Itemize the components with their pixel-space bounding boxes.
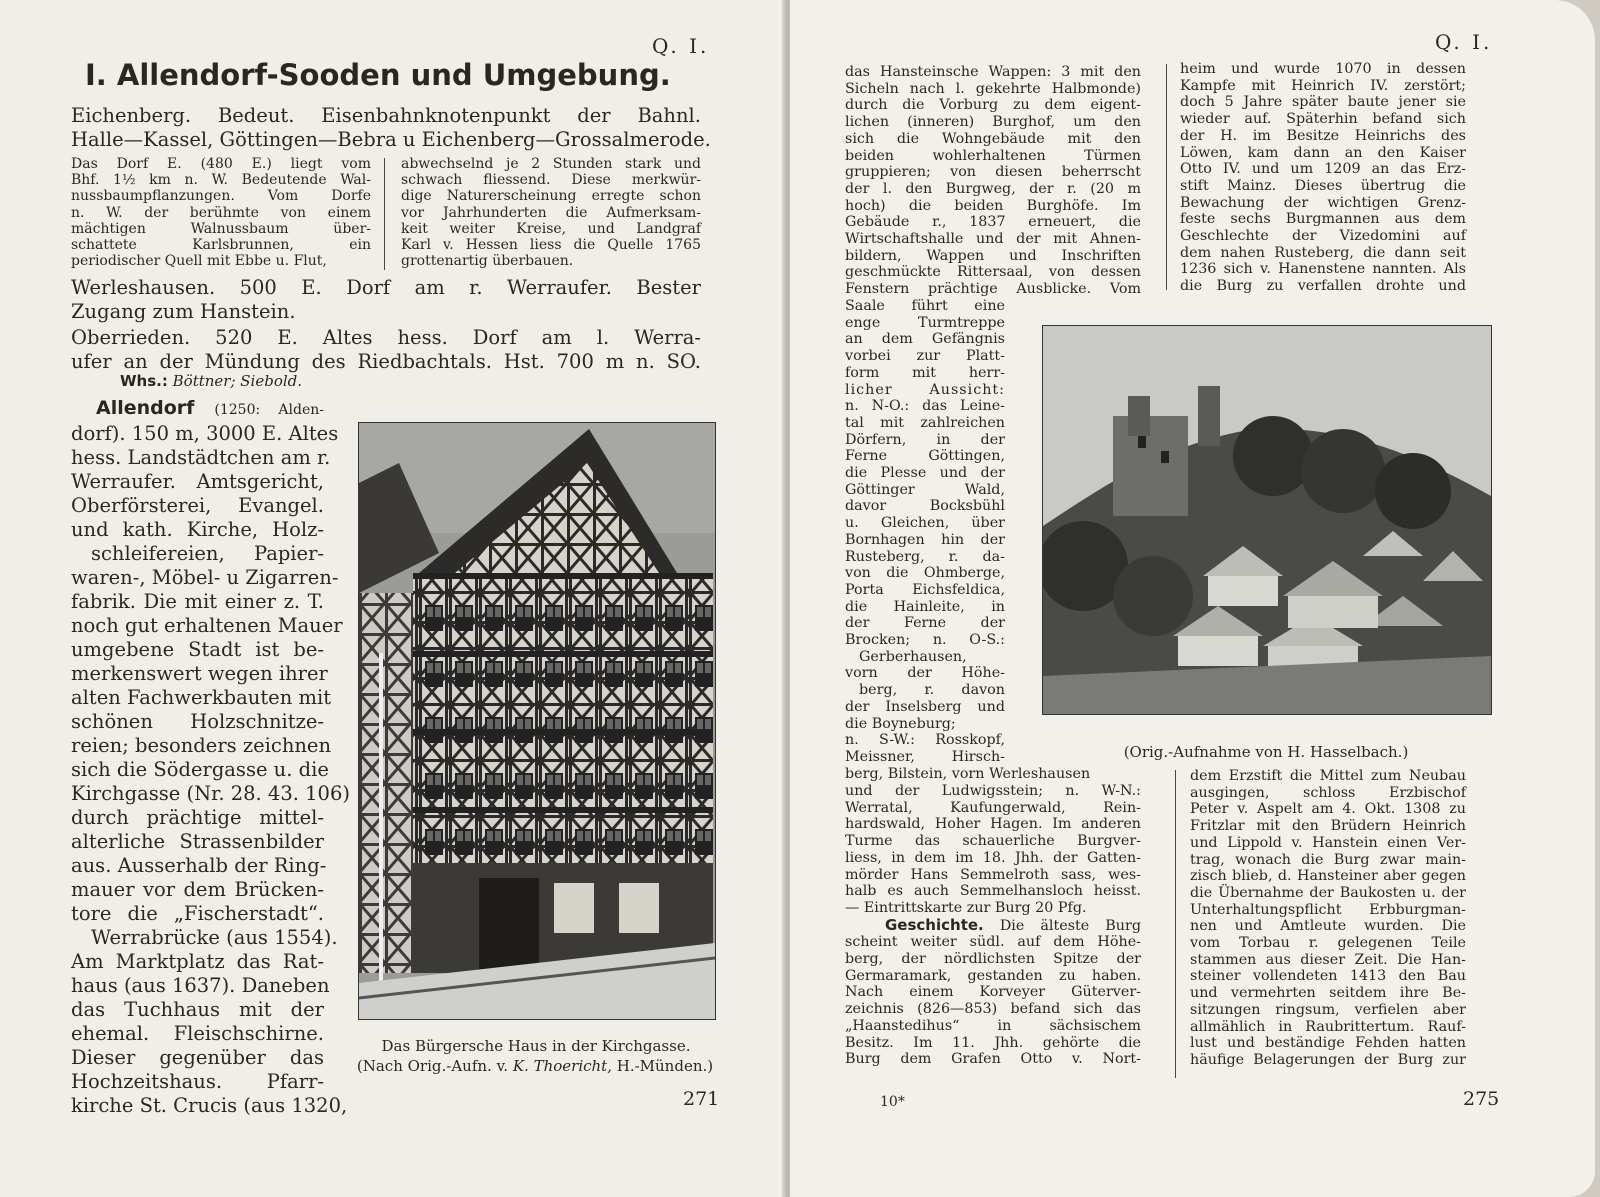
text-line: berg, Bilstein, vorn Werleshausen <box>845 765 1091 782</box>
text-line: lust und beständige Fehden hatten <box>1190 1035 1466 1052</box>
text-line: kirche St. Crucis (aus 1320, <box>71 1094 348 1117</box>
text-line <box>71 396 324 422</box>
text-line: Peter v. Aspelt am 4. Okt. 1308 zu <box>1190 801 1466 818</box>
text-line: stift Mainz. Dieses übertrug die <box>1180 177 1466 194</box>
text-line: das Hansteinsche Wappen: 3 mit den <box>845 64 1141 80</box>
text-line: noch gut erhaltenen Mauer <box>71 614 343 637</box>
text-line: durch prächtige mittel- <box>71 806 324 829</box>
text-line: halb es auch Semmelhansloch heisst. <box>845 883 1141 900</box>
text-line: doch 5 Jahre später baute jener sie <box>1180 94 1466 111</box>
text-line: Hochzeitshaus. Pfarr- <box>71 1070 324 1093</box>
text-line: der l. den Burgweg, der r. (20 m <box>845 180 1141 197</box>
text-line: Fritzlar mit den Brüdern Heinrich <box>1190 818 1466 835</box>
note-line: schattete Karlsbrunnen, ein <box>71 237 371 254</box>
right-column-2-top <box>1180 61 1466 295</box>
text-line: geschmückte Rittersaal, von dessen <box>845 264 1141 281</box>
text-line: sitzungen ringsum, verfielen aber <box>1190 1001 1466 1018</box>
note-line: schwach fliessend. Diese merkwür- <box>401 172 701 189</box>
text-line: Bornhagen hin der <box>845 531 1005 548</box>
text-line: Sicheln nach l. gekehrte Halbmonde) <box>845 80 1141 97</box>
text-line: davor Bocksbühl <box>845 498 1005 515</box>
castle-illustration <box>1043 326 1491 714</box>
text-line: dem nahen Rusteberg, die dann seit <box>1180 244 1466 261</box>
text-line: feste sechs Burgmannen aus dem <box>1180 211 1466 228</box>
text-line: Oberförsterei, Evangel. <box>71 494 324 517</box>
text-line <box>845 917 1141 935</box>
text-line: waren-, Möbel- u Zigarren- <box>71 566 339 589</box>
text-line: Unterhaltungspflicht Erbburgman- <box>1190 901 1466 918</box>
text-line: merkenswert wegen ihrer <box>71 662 328 685</box>
text-line: Bewachung der wichtigen Grenz- <box>1180 194 1466 211</box>
text-line: Wirtschaftshalle und der mit Ahnen- <box>845 231 1141 248</box>
text-line: scheint weiter südl. auf dem Höhe- <box>845 934 1141 951</box>
photo-caption-line-1: Das Bürgersche Haus in der Kirchgasse. <box>381 1037 691 1055</box>
eichenberg-entry <box>71 104 711 152</box>
text-line: dem Erzstift die Mittel zum Neubau <box>1190 768 1466 784</box>
text-line: vorbei zur Platt- <box>845 348 1005 365</box>
inns-names: Böttner; Siebold. <box>172 372 303 390</box>
page-number: 271 <box>683 1088 720 1110</box>
note-column-1 <box>71 156 371 269</box>
text-line: haus (aus 1637). Daneben <box>71 974 330 997</box>
text-line: schleifereien, Papier- <box>91 542 324 565</box>
text-line: der Inselsberg und <box>845 698 1005 715</box>
text-line: Gerberhausen, <box>859 648 967 665</box>
note-line: vor Jahrhunderten die Aufmerksam- <box>401 204 701 221</box>
text-line: schönen Holzschnitze- <box>71 710 324 733</box>
text-line: lichen (inneren) Burghof, um den <box>845 114 1141 131</box>
text-line: n. S-W.: Rosskopf, <box>845 732 1005 749</box>
text-line: hardswald, Hoher Hagen. Im anderen <box>845 816 1141 833</box>
text-line: u. Gleichen, über <box>845 515 1005 532</box>
text-line: von die Ohmberge, <box>845 565 1005 582</box>
text-line: berg, r. davon <box>859 682 1005 699</box>
text-line: Burg dem Grafen Otto v. Nort- <box>845 1051 1141 1068</box>
text-line: steiner vollendeten 1413 den Bau <box>1190 968 1466 985</box>
text-line: alten Fachwerkbauten mit <box>71 686 332 709</box>
text-line: sich die Södergasse u. die <box>71 758 329 781</box>
text-line: hess. Landstädtchen am r. <box>71 446 331 469</box>
signature-mark: 10* <box>880 1094 905 1110</box>
text-line: Brocken; n. O-S.: <box>845 632 1005 649</box>
text-line: Meissner, Hirsch- <box>845 748 1005 765</box>
text-line: trag, wonach die Burg zwar main- <box>1190 851 1466 868</box>
text-line: Rusteberg, r. da- <box>845 548 1005 565</box>
column-rule <box>384 158 385 270</box>
text-line: form mit herr- <box>845 364 1005 381</box>
note-line: Das Dorf E. (480 E.) liegt vom <box>71 156 371 172</box>
note-line: nussbaumpflanzungen. Vom Dorfe <box>71 188 371 205</box>
text-line: reien; besonders zeichnen <box>71 734 332 757</box>
text-line: Fenstern prächtige Ausblicke. Vom <box>845 281 1141 298</box>
text-line: n. N-O.: das Leine- <box>845 398 1005 415</box>
text-line: „Haanstedihus“ in sächsischem <box>845 1017 1141 1034</box>
text-line: die Übernahme der Baukosten u. der <box>1190 884 1466 901</box>
text-line: licher Aussicht: <box>845 381 1005 398</box>
text-line: Dörfern, in der <box>845 431 1005 448</box>
text-line: und Lippold v. Hanstein einen Ver- <box>1190 834 1466 851</box>
text-line: hoch) die beiden Burghöfe. Im <box>845 197 1141 214</box>
text-line: nen und Amtleute wurden. Die <box>1190 918 1466 935</box>
text-line: Germaramark, gestanden zu haben. <box>845 967 1141 984</box>
running-header: Q. I. <box>652 34 710 58</box>
text-fragment: (1250: Alden- <box>214 402 325 418</box>
page-number: 275 <box>1463 1088 1500 1110</box>
text-line: gruppieren; von diesen beherrscht <box>845 164 1141 181</box>
text-line: häufige Belagerungen der Burg zur <box>1190 1051 1466 1068</box>
text-line: Kampfe mit Heinrich IV. zerstört; <box>1180 77 1466 94</box>
note-line: grottenartig überbauen. <box>401 253 574 270</box>
caption-photographer: K. Thoericht, <box>512 1057 612 1075</box>
text-line: bildern, Wappen und Inschriften <box>845 247 1141 264</box>
note-line: Bhf. 1½ km n. W. Bedeutende Wal- <box>71 172 371 189</box>
text-line: liess, in dem im 18. Jhh. der Gatten- <box>845 849 1141 866</box>
text-line: beiden wohlerhaltenen Türmen <box>845 147 1141 164</box>
note-line: mächtigen Walnussbaum über- <box>71 220 371 237</box>
text-line: die Burg zu verfallen drohte und <box>1180 278 1466 295</box>
running-header: Q. I. <box>1435 30 1493 54</box>
geschichte-heading: Geschichte. <box>885 915 984 934</box>
text-line: Eichenberg. Bedeut. Eisenbahnknotenpunkt der Bahnl. <box>71 104 701 127</box>
note-line: n. W. der berühmte von einem <box>71 204 371 221</box>
right-column-1-narrow <box>845 298 1091 782</box>
text-line: Werrabrücke (aus 1554). <box>91 926 338 949</box>
text-line: Saale führt eine <box>845 298 1005 314</box>
photo-buergersches-haus <box>358 422 716 1020</box>
text-line: vorn der Höhe- <box>845 665 1005 682</box>
text-line: dorf). 150 m, 3000 E. Altes <box>71 422 339 445</box>
text-line: sich die Wohngebäude mit den <box>845 130 1141 147</box>
text-line: Oberrieden. 520 E. Altes hess. Dorf am l. Werra- <box>71 326 701 349</box>
oberrieden-entry <box>71 326 701 374</box>
photo-hanstein-castle <box>1042 325 1492 715</box>
text-line: die Hainleite, in <box>845 598 1005 615</box>
text-line: und kath. Kirche, Holz- <box>71 518 324 541</box>
chapter-title: I. Allendorf-Sooden und Umgebung. <box>85 58 671 92</box>
house-illustration <box>359 423 715 1019</box>
caption-source: (Nach Orig.-Aufn. v. <box>356 1057 509 1075</box>
text-line: mörder Hans Semmelroth sass, wes- <box>845 866 1141 883</box>
text-line: berg, der nördlichsten Spitze der <box>845 951 1141 968</box>
text-line: stammen aus dieser Zeit. Die Han- <box>1190 951 1466 968</box>
text-line: und vermehrten seitdem ihre Be- <box>1190 985 1466 1002</box>
text-line: Geschlechte der Vizedomini auf <box>1180 228 1466 245</box>
text-line: ehemal. Fleischschirne. <box>71 1022 324 1045</box>
text-line: und der Ludwigsstein; n. W-N.: <box>845 783 1141 799</box>
text-line: enge Turmtreppe <box>845 314 1005 331</box>
text-line: Turme das schauerliche Burgver- <box>845 833 1141 850</box>
text-line: durch die Vorburg zu dem eigent- <box>845 97 1141 114</box>
caption-place: H.-Münden.) <box>616 1057 714 1075</box>
note-line: periodischer Quell mit Ebbe u. Flut, <box>71 253 327 270</box>
text-line: allmählich in Raubrittertum. Rauf- <box>1190 1018 1466 1035</box>
text-line: tore die „Fischerstadt“. <box>71 902 324 925</box>
text-line: an dem Gefängnis <box>845 331 1005 348</box>
text-line: Porta Eichsfeldica, <box>845 581 1005 598</box>
text-line: — Eintrittskarte zur Burg 20 Pfg. <box>845 899 1087 916</box>
right-column-1-top <box>845 64 1141 298</box>
text-line: Ferne Göttingen, <box>845 448 1005 465</box>
text-line: der H. im Besitze Heinrichs des <box>1180 127 1466 144</box>
text-line: Kirchgasse (Nr. 28. 43. 106) <box>71 782 350 805</box>
photo-caption-line-2 <box>340 1057 730 1076</box>
text-line: Nach einem Korveyer Güterver- <box>845 984 1141 1001</box>
text-line: Dieser gegenüber das <box>71 1046 324 1069</box>
text-line: die Plesse und der <box>845 465 1005 482</box>
note-line: abwechselnd je 2 Stunden stark und <box>401 156 701 172</box>
text-line: Otto IV. und um 1209 an das Erz- <box>1180 161 1466 178</box>
text-line: vom Torbau r. gelegenen Teile <box>1190 935 1466 952</box>
note-line: Karl v. Hessen liess die Quelle 1765 <box>401 237 701 254</box>
text-line: aus. Ausserhalb der Ring- <box>71 854 327 877</box>
text-line: der Ferne der <box>845 615 1005 632</box>
text-line: heim und wurde 1070 in dessen <box>1180 61 1466 77</box>
right-page <box>790 0 1595 1197</box>
werleshausen-entry <box>71 276 701 324</box>
text-line: Werraufer. Amtsgericht, <box>71 470 324 493</box>
text-line: Gebäude r., 1837 erneuert, die <box>845 214 1141 231</box>
text-line: Am Marktplatz das Rat- <box>71 950 324 973</box>
text-line: Werleshausen. 500 E. Dorf am r. Werraufer. Bester <box>71 276 701 299</box>
inns-line <box>120 372 302 390</box>
text-line: tal mit zahlreichen <box>845 414 1005 431</box>
text-line: ufer an der Mündung des Riedbachtals. Hst. 700 m n. SO. <box>71 350 701 373</box>
text-line: das Tuchhaus mit der <box>71 998 324 1021</box>
text-line: zisch blieb, d. Hansteiner aber gegen <box>1190 868 1466 885</box>
text-fragment: Die älteste Burg <box>999 917 1142 934</box>
note-line: keit weiter Kreise, und Landgraf <box>401 220 701 237</box>
text-line: wieder auf. Späterhin befand sich <box>1180 111 1466 128</box>
text-line: 1236 sich v. Hanenstene nannten. Als <box>1180 261 1466 278</box>
text-line: Göttinger Wald, <box>845 481 1005 498</box>
text-line: alterliche Strassenbilder <box>71 830 324 853</box>
text-line: Besitz. Im 11. Jhh. gehörte die <box>845 1034 1141 1051</box>
text-line: Werratal, Kaufungerwald, Rein- <box>845 799 1141 816</box>
text-line: Löwen, kam dann an den Kaiser <box>1180 144 1466 161</box>
right-column-2-bottom <box>1190 768 1466 1069</box>
text-line: fabrik. Die mit einer z. T. <box>71 590 324 613</box>
column-rule <box>1175 770 1176 1078</box>
inns-label: Whs.: <box>120 372 168 390</box>
photo-caption: (Orig.-Aufnahme von H. Hasselbach.) <box>1123 743 1409 761</box>
text-line: zeichnis (826—853) befand sich das <box>845 1001 1141 1018</box>
note-line: dige Naturerscheinung erregte schon <box>401 188 701 205</box>
column-rule <box>1166 64 1167 290</box>
text-line: mauer vor dem Brücken- <box>71 878 324 901</box>
text-line: ausgingen, schloss Erzbischof <box>1190 784 1466 801</box>
text-line: Halle—Kassel, Göttingen—Bebra u Eichenberg—Grossalmerode. <box>71 128 711 151</box>
right-column-1-bottom <box>845 783 1141 1068</box>
note-column-2 <box>401 156 701 269</box>
allendorf-entry <box>71 396 350 1118</box>
text-line: Zugang zum Hanstein. <box>71 300 296 323</box>
text-line: umgebene Stadt ist be- <box>71 638 324 661</box>
left-page <box>0 0 786 1197</box>
allendorf-heading: Allendorf <box>96 397 195 419</box>
text-line: die Boyneburg; <box>845 715 956 732</box>
